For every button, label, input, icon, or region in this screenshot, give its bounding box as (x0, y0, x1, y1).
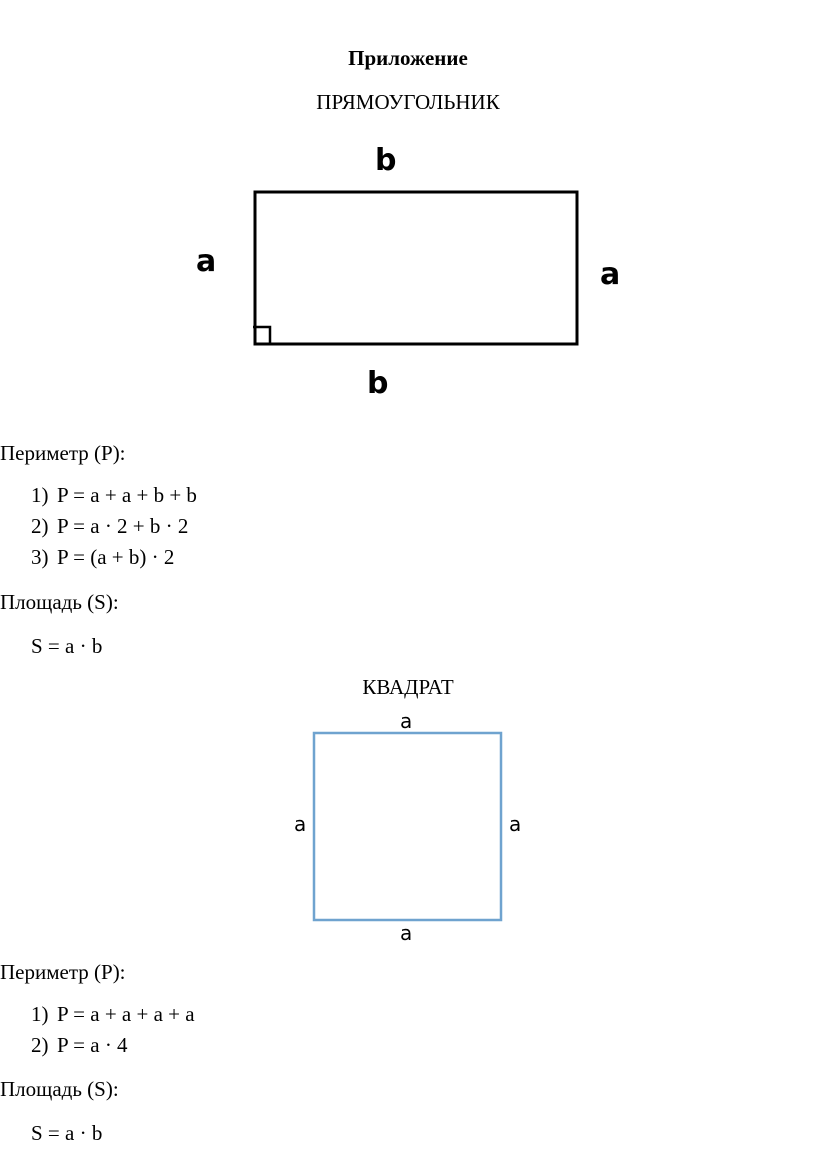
rectangle-perimeter-list (31, 483, 197, 576)
list-item (31, 483, 197, 514)
square-area-formula: S = a · b (31, 1121, 103, 1145)
formula-text: P = a · 2 + b · 2 (57, 514, 189, 538)
rectangle-label-left: a (196, 244, 217, 279)
list-number: 2) (31, 1033, 49, 1057)
square-perimeter-list (31, 1002, 195, 1064)
square-label-left: a (294, 812, 307, 836)
square-label-top: a (400, 709, 413, 733)
rectangle-area-heading: Площадь (S): (0, 590, 119, 614)
list-number: 1) (31, 483, 49, 507)
list-number: 1) (31, 1002, 49, 1026)
rectangle-label-right: a (600, 257, 621, 292)
list-number: 2) (31, 514, 49, 538)
list-item (31, 545, 197, 576)
rectangle-label-bottom: b (367, 366, 389, 401)
square-shape (314, 733, 501, 920)
formula-text: P = (a + b) · 2 (57, 545, 175, 569)
formula-text: P = a + a + a + a (57, 1002, 195, 1026)
rectangle-figure (0, 0, 816, 420)
square-perimeter-heading: Периметр (P): (0, 960, 126, 984)
square-title: КВАДРАТ (362, 675, 454, 699)
list-item (31, 1033, 195, 1064)
page-title: Приложение (348, 46, 468, 70)
formula-text: P = a · 4 (57, 1033, 128, 1057)
formula-text: P = a + a + b + b (57, 483, 197, 507)
list-item (31, 1002, 195, 1033)
square-label-bottom: a (400, 921, 413, 945)
square-area-heading: Площадь (S): (0, 1077, 119, 1101)
rectangle-label-top: b (375, 143, 397, 178)
list-number: 3) (31, 545, 49, 569)
rectangle-perimeter-heading: Периметр (P): (0, 441, 126, 465)
rectangle-shape (255, 192, 577, 344)
rectangle-area-formula: S = a · b (31, 634, 103, 658)
rectangle-title: ПРЯМОУГОЛЬНИК (316, 90, 500, 114)
list-item (31, 514, 197, 545)
square-label-right: a (509, 812, 522, 836)
